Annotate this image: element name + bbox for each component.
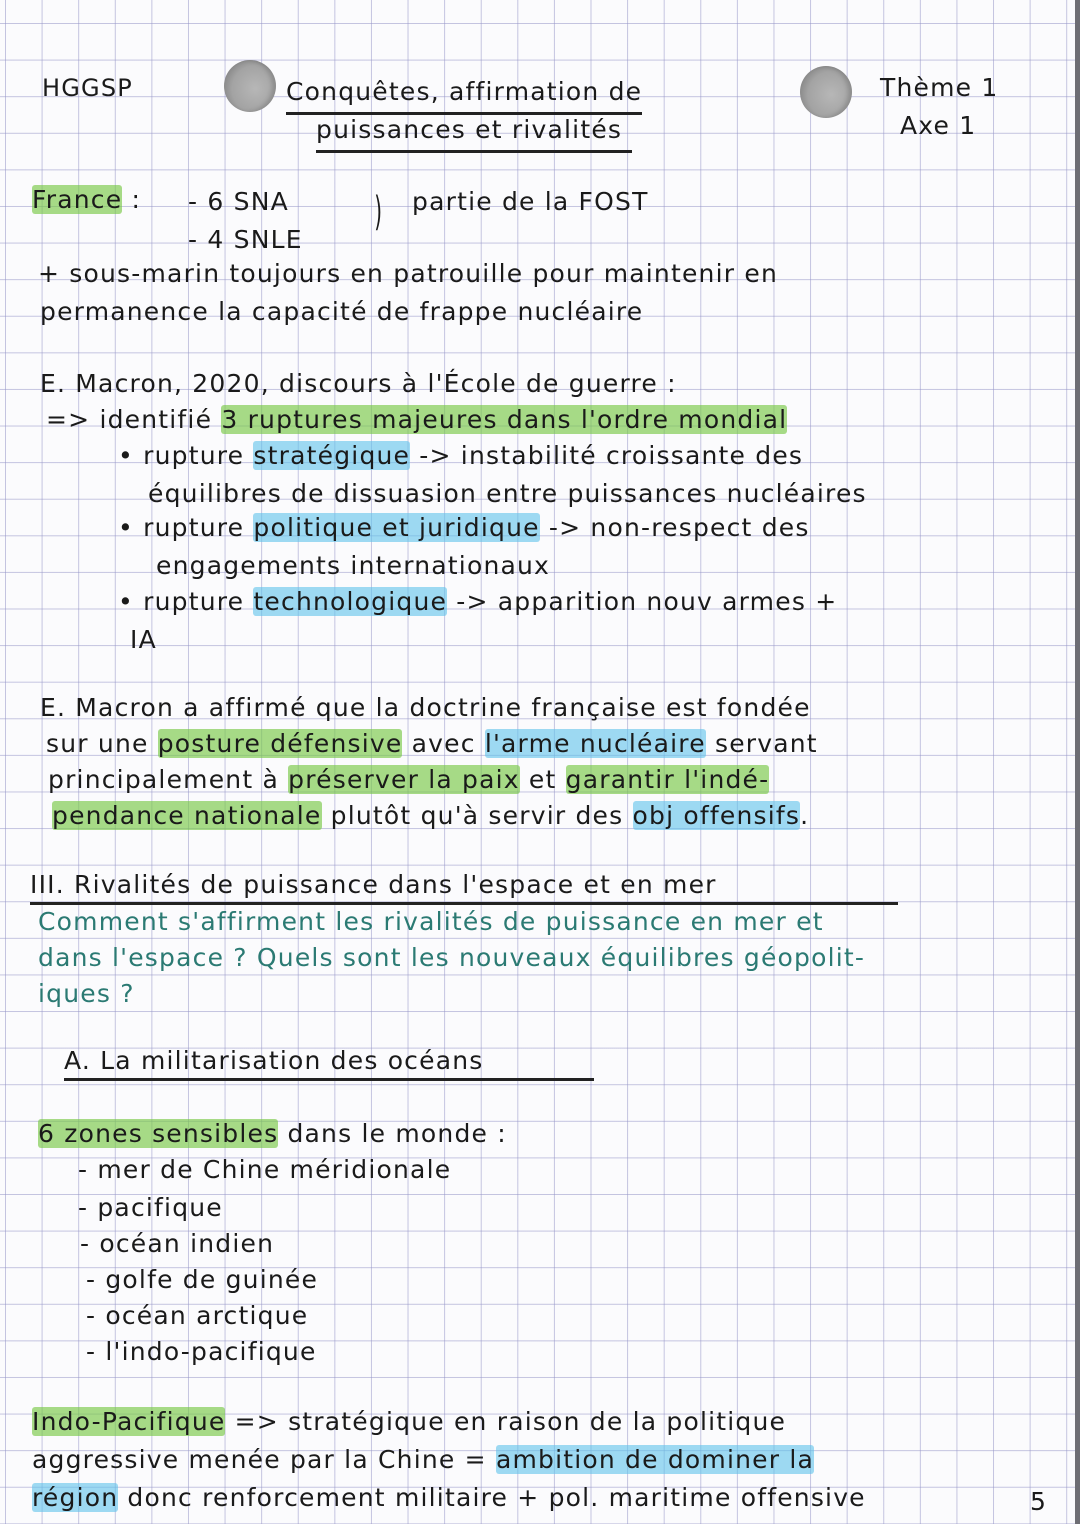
bullet: • <box>118 441 134 470</box>
highlight-region: région <box>32 1483 119 1512</box>
indo-line1 <box>32 1404 786 1440</box>
rupture-highlight: technologique <box>253 587 448 616</box>
france-item-snle: - 4 SNLE <box>188 225 303 254</box>
doctrine-line4 <box>52 798 809 834</box>
bullet: • <box>118 587 134 616</box>
france-line2: permanence la capacité de frappe nucléaire <box>40 297 644 326</box>
indo-highlight: Indo-Pacifique <box>32 1407 226 1436</box>
subsection-a-title: A. La militarisation des océans <box>64 1044 594 1081</box>
zones-highlight: 6 zones sensibles <box>38 1119 279 1148</box>
highlight-nationale: pendance nationale <box>52 801 322 830</box>
bracket: ) <box>374 189 383 235</box>
rupture-highlight: politique et juridique <box>253 513 540 542</box>
identifie-prefix: => identifié <box>46 405 213 434</box>
title-line2-text: puissances et rivalités <box>316 115 632 153</box>
rupture-prefix: rupture <box>143 441 245 470</box>
rupture-prefix: rupture <box>143 513 245 542</box>
identifie-line <box>46 402 787 438</box>
page-edge <box>1075 0 1080 1524</box>
france-line <box>32 182 141 218</box>
zones-line <box>38 1116 507 1152</box>
text: principalement à <box>48 765 279 794</box>
text: donc renforcement militaire + pol. maritime offensive <box>127 1483 866 1512</box>
highlight-posture: posture défensive <box>157 729 403 758</box>
rupture-technologique-cont: IA <box>130 625 157 654</box>
doctrine-line1: E. Macron a affirmé que la doctrine française est fondée <box>40 693 811 722</box>
rupture-highlight: stratégique <box>253 441 411 470</box>
zone-item: - mer de Chine méridionale <box>78 1155 452 1184</box>
rupture-strategique <box>118 438 803 474</box>
zone-item: - pacifique <box>78 1193 223 1222</box>
axe-label: Axe 1 <box>900 111 977 140</box>
binder-hole-right <box>800 66 852 118</box>
text: servant <box>714 729 818 758</box>
text: aggressive menée par la Chine = <box>32 1445 487 1474</box>
france-label: France <box>32 185 123 214</box>
highlight-ambition: ambition de dominer la <box>495 1445 815 1474</box>
subject-label: HGGSP <box>42 74 133 102</box>
question-line1: Comment s'affirment les rivalités de puissance en mer et <box>38 907 824 936</box>
rupture-politique <box>118 510 810 546</box>
highlight-independance: garantir l'indé- <box>565 765 770 794</box>
binder-hole-left <box>224 60 276 112</box>
rupture-rest: -> non-respect des <box>548 513 810 542</box>
section-3-title: III. Rivalités de puissance dans l'espace et en mer <box>30 868 898 905</box>
page-title-line1 <box>286 74 642 110</box>
macron-intro: E. Macron, 2020, discours à l'École de guerre : <box>40 369 677 398</box>
rupture-prefix: rupture <box>143 587 245 616</box>
doctrine-line2 <box>46 726 818 762</box>
highlight-offensifs: obj offensifs <box>632 801 801 830</box>
question-line2: dans l'espace ? Quels sont les nouveaux équilibres géopolit- <box>38 943 866 972</box>
indo-line2 <box>32 1442 814 1478</box>
highlight-arme: l'arme nucléaire <box>484 729 706 758</box>
doctrine-line3 <box>48 762 769 798</box>
france-line1: + sous-marin toujours en patrouille pour maintenir en <box>38 259 778 288</box>
zone-item: - l'indo-pacifique <box>86 1337 317 1366</box>
zone-item: - océan indien <box>80 1229 275 1258</box>
colon: : <box>131 185 142 214</box>
theme-label: Thème 1 <box>880 73 999 102</box>
text: et <box>528 765 557 794</box>
indo-line3 <box>32 1480 866 1516</box>
text: => stratégique en raison de la politique <box>234 1407 787 1436</box>
zone-item: - golfe de guinée <box>86 1265 319 1294</box>
text: avec <box>411 729 476 758</box>
rupture-politique-cont: engagements internationaux <box>156 551 551 580</box>
fost-note: partie de la FOST <box>412 187 649 216</box>
identifie-highlight: 3 ruptures majeures dans l'ordre mondial <box>221 405 788 434</box>
rupture-strategique-cont: équilibres de dissuasion entre puissances nucléaires <box>148 479 867 508</box>
title-line1-text: Conquêtes, affirmation de <box>286 77 642 115</box>
text: sur une <box>46 729 149 758</box>
rupture-technologique <box>118 584 837 620</box>
highlight-paix: préserver la paix <box>288 765 520 794</box>
rupture-rest: -> instabilité croissante des <box>419 441 804 470</box>
rupture-rest: -> apparition nouv armes + <box>456 587 838 616</box>
france-item-sna: - 6 SNA <box>188 187 289 216</box>
question-line3: iques ? <box>38 979 135 1008</box>
page-number: 5 <box>1030 1487 1048 1516</box>
page-title-line2 <box>316 112 632 148</box>
bullet: • <box>118 513 134 542</box>
zone-item: - océan arctique <box>86 1301 309 1330</box>
zones-rest: dans le monde : <box>287 1119 507 1148</box>
text: plutôt qu'à servir des <box>330 801 624 830</box>
text: . <box>800 801 810 830</box>
